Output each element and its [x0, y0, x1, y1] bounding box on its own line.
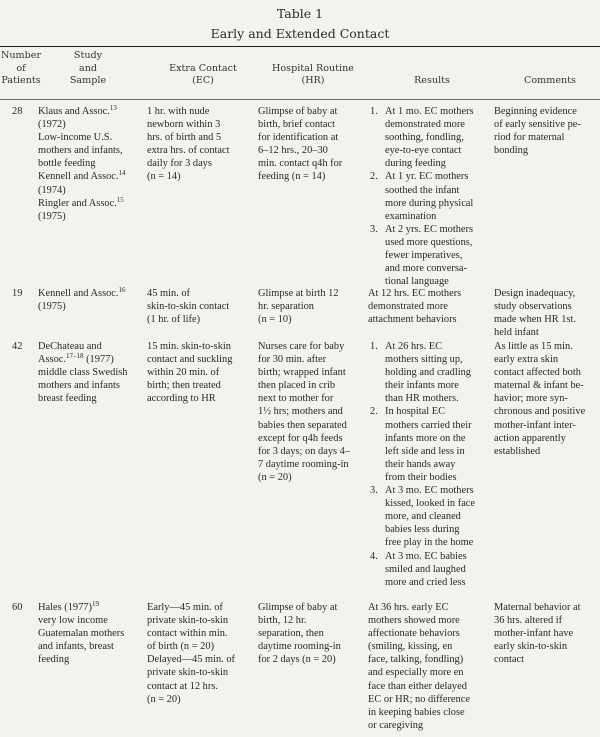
- header-results: [392, 75, 472, 88]
- patient-count-value: 60: [12, 602, 23, 613]
- comment-line: riod for maternal: [494, 132, 565, 144]
- hospital-routine: [258, 601, 368, 666]
- study-sample: [38, 340, 148, 405]
- study-line: [38, 210, 148, 223]
- comment-line: contact: [494, 654, 524, 666]
- extra-contact: [147, 340, 255, 405]
- hr-line: birth; wrapped infant: [258, 367, 346, 379]
- result-line: At 1 mo. EC mothers: [385, 106, 474, 117]
- hr-line: for 3 days; on days 4–: [258, 445, 351, 457]
- result-line: and especially more en: [368, 667, 464, 679]
- ec-line: hrs. of birth and 5: [147, 132, 222, 144]
- patient-count: [12, 340, 38, 353]
- hr-line: (n = 10): [258, 314, 292, 326]
- ec-line: 15 min. skin-to-skin: [147, 341, 231, 352]
- study-text: Ringler and Assoc.: [38, 197, 117, 209]
- study-text: (1974): [38, 184, 66, 196]
- patient-count: [12, 601, 38, 614]
- results: [368, 601, 494, 732]
- hospital-routine: [258, 287, 368, 326]
- comment-line: chronous and positive: [494, 406, 586, 418]
- result-item: [368, 601, 494, 732]
- result-item: [370, 170, 496, 222]
- header-line: Number: [0, 50, 42, 61]
- ec-line: private skin-to-skin: [147, 667, 229, 679]
- result-number: 2.: [370, 406, 378, 418]
- comment-line: made when HR 1st.: [494, 314, 576, 326]
- study-line: [38, 287, 148, 300]
- ec-line: of birth (n = 20): [147, 641, 215, 653]
- result-number: 3.: [370, 485, 378, 497]
- study-text: Klaus and Assoc.: [38, 106, 110, 117]
- result-line: more, and cleaned: [385, 511, 461, 523]
- study-text: feeding: [38, 654, 70, 666]
- result-line: mothers sitting up,: [385, 354, 463, 366]
- result-line: more and cried less: [385, 576, 466, 588]
- result-line: At 36 hrs. early EC: [368, 602, 449, 613]
- ec-line: (n = 14): [147, 171, 181, 183]
- study-text: and infants, breast: [38, 641, 114, 653]
- ec-line: contact and suckling: [147, 354, 233, 366]
- extra-contact: [147, 601, 255, 706]
- result-item: [370, 405, 496, 484]
- comment-line: held infant: [494, 327, 539, 339]
- study-line: [38, 157, 148, 170]
- comment-line: bonding: [494, 145, 529, 157]
- ec-line: 45 min. of: [147, 288, 191, 299]
- citation-superscript: 19: [91, 600, 99, 608]
- hr-line: next to mother for: [258, 393, 334, 405]
- study-sample: [38, 601, 148, 666]
- study-year: (1977): [83, 354, 114, 366]
- header-study: [58, 50, 118, 88]
- comments: [494, 287, 600, 339]
- study-line: [38, 627, 148, 640]
- header-line: Hospital Routine: [272, 62, 354, 74]
- patient-count-value: 42: [12, 341, 23, 352]
- header-line: of: [16, 62, 26, 74]
- study-line: [38, 300, 148, 313]
- comment-line: study observations: [494, 301, 572, 313]
- result-line: more during physical: [385, 197, 474, 209]
- result-item: [370, 223, 496, 288]
- result-number: 1.: [370, 341, 378, 352]
- study-line: [38, 366, 148, 379]
- header-line: Comments: [524, 75, 576, 86]
- study-line: [38, 131, 148, 144]
- result-line: free play in the home: [385, 537, 474, 549]
- comment-line: early extra skin: [494, 354, 559, 366]
- hr-line: for 30 min. after: [258, 354, 327, 366]
- comment-line: Maternal behavior at: [494, 602, 581, 613]
- comment-line: of early sensitive pe-: [494, 119, 581, 131]
- comments: [494, 105, 600, 157]
- result-line: smiled and laughed: [385, 563, 466, 575]
- result-line: demonstrated more: [368, 301, 448, 313]
- comment-line: Beginning evidence: [494, 106, 577, 117]
- ec-line: newborn within 3: [147, 119, 221, 131]
- study-line: [38, 197, 148, 210]
- header-line: Study: [73, 50, 103, 61]
- study-text: (1975): [38, 301, 66, 313]
- result-line: fewer imperatives,: [385, 250, 463, 262]
- result-line: left side and less in: [385, 445, 465, 457]
- comment-line: mother-infant inter-: [494, 419, 576, 431]
- results: [370, 340, 496, 589]
- result-line: face than either delayed: [368, 680, 467, 692]
- study-text: Guatemalan mothers: [38, 628, 125, 640]
- comments: [494, 601, 600, 666]
- header-rule: [0, 99, 600, 100]
- study-line: [38, 144, 148, 157]
- citation-superscript: 17–18: [66, 352, 84, 361]
- study-text: mothers and infants: [38, 380, 120, 392]
- result-line: attachment behaviors: [368, 314, 457, 326]
- hospital-routine: [258, 105, 368, 184]
- study-text: Assoc.: [38, 354, 66, 366]
- study-line: [38, 170, 148, 183]
- result-line: (smiling, kissing, en: [368, 641, 453, 653]
- result-line: holding and cradling: [385, 367, 471, 379]
- result-line: than HR mothers.: [385, 393, 459, 405]
- study-text: very low income: [38, 615, 108, 627]
- hr-line: min. contact q4h for: [258, 158, 343, 170]
- study-line: [38, 601, 148, 614]
- citation-superscript: 15: [116, 195, 124, 204]
- ec-line: 1 hr. with nude: [147, 106, 210, 117]
- study-line: [38, 614, 148, 627]
- result-line: and more conversa-: [385, 263, 467, 275]
- study-text: (1972): [38, 119, 66, 131]
- comment-line: established: [494, 445, 541, 457]
- result-line: soothing, fondling,: [385, 132, 464, 144]
- ec-line: (1 hr. of life): [147, 314, 201, 326]
- header-line: and: [78, 62, 98, 74]
- study-line: [38, 640, 148, 653]
- title-block: [0, 0, 600, 43]
- citation-superscript: 14: [118, 169, 126, 178]
- study-text: Hales (1977): [38, 602, 92, 613]
- result-item: [370, 550, 496, 589]
- patient-count-value: 19: [12, 288, 23, 299]
- citation-superscript: 16: [118, 286, 126, 294]
- result-number: 3.: [370, 223, 378, 235]
- result-number: 1.: [370, 106, 378, 117]
- study-sample: [38, 105, 148, 223]
- hr-line: for identification at: [258, 132, 339, 144]
- study-line: [38, 118, 148, 131]
- study-text: Low-income U.S.: [38, 132, 113, 144]
- comment-line: As little as 15 min.: [494, 341, 573, 352]
- study-text: mothers and infants,: [38, 145, 123, 157]
- patient-count-value: 28: [12, 106, 23, 117]
- hr-line: birth, brief contact: [258, 119, 336, 131]
- ec-line: daily for 3 days: [147, 158, 212, 170]
- table-subtitle: Early and Extended Contact: [210, 26, 390, 41]
- result-line: At 2 yrs. EC mothers: [385, 223, 474, 235]
- result-item: [370, 340, 496, 405]
- extra-contact: [147, 105, 255, 184]
- hr-line: birth, 12 hr.: [258, 615, 307, 627]
- result-line: affectionate behaviors: [368, 628, 460, 640]
- study-line: [38, 105, 148, 118]
- result-line: In hospital EC: [385, 406, 446, 418]
- hr-line: 1½ hrs; mothers and: [258, 406, 343, 418]
- ec-line: Delayed—45 min. of: [147, 654, 236, 666]
- result-line: from their bodies: [385, 471, 457, 483]
- ec-line: according to HR: [147, 393, 216, 405]
- ec-line: birth; then treated: [147, 380, 221, 392]
- result-line: kissed, looked in face: [385, 498, 476, 510]
- result-line: mothers showed more: [368, 615, 460, 627]
- result-line: mothers carried their: [385, 419, 472, 431]
- result-number: 2.: [370, 171, 378, 183]
- result-item: [370, 105, 496, 170]
- study-line: [38, 392, 148, 405]
- comment-line: maternal & infant be-: [494, 380, 584, 392]
- result-line: during feeding: [385, 158, 446, 170]
- comment-line: 36 hrs. altered if: [494, 615, 563, 627]
- hr-line: then placed in crib: [258, 380, 336, 392]
- study-sample: [38, 287, 148, 313]
- study-text: DeChateau and: [38, 341, 102, 352]
- result-line: face, talking, fondling): [368, 654, 464, 666]
- study-line: [38, 353, 148, 366]
- result-item: [370, 484, 496, 549]
- study-text: bottle feeding: [38, 158, 96, 170]
- comment-line: early skin-to-skin: [494, 641, 568, 653]
- result-line: babies less during: [385, 524, 460, 536]
- study-line: [38, 184, 148, 197]
- ec-line: (n = 20): [147, 693, 181, 705]
- header-number: [0, 50, 42, 88]
- study-text: (1975): [38, 210, 66, 222]
- header-line: Patients: [1, 75, 41, 86]
- study-text: middle class Swedish: [38, 367, 128, 379]
- hr-line: separation, then: [258, 628, 324, 640]
- study-line: [38, 379, 148, 392]
- hr-line: hr. separation: [258, 301, 314, 313]
- hr-line: except for q4h feeds: [258, 432, 343, 444]
- hr-line: (n = 20): [258, 471, 292, 483]
- ec-line: contact at 12 hrs.: [147, 680, 218, 692]
- result-line: At 3 mo. EC mothers: [385, 485, 474, 497]
- result-line: their hands away: [385, 458, 456, 470]
- ec-line: contact within min.: [147, 628, 228, 640]
- result-line: infants more on the: [385, 432, 466, 444]
- result-line: eye-to-eye contact: [385, 145, 462, 157]
- study-line: [38, 340, 148, 353]
- hr-line: feeding (n = 14): [258, 171, 326, 183]
- result-line: At 3 mo. EC babies: [385, 550, 467, 562]
- hr-line: babies then separated: [258, 419, 347, 431]
- hr-line: Glimpse of baby at: [258, 106, 338, 117]
- header-line: Extra Contact: [169, 62, 237, 74]
- result-line: or caregiving: [368, 719, 424, 731]
- patient-count: [12, 105, 38, 118]
- hr-line: 6–12 hrs., 20–30: [258, 145, 328, 157]
- hr-line: Glimpse at birth 12: [258, 288, 339, 299]
- study-text: Kennell and Assoc.: [38, 288, 119, 299]
- study-text: Kennell and Assoc.: [38, 171, 119, 183]
- header-line: (HR): [301, 75, 325, 86]
- top-rule: [0, 46, 600, 47]
- result-line: in keeping babies close: [368, 706, 465, 718]
- header-hr: [258, 63, 368, 88]
- comment-line: mother-infant have: [494, 628, 574, 640]
- comment-line: Design inadequacy,: [494, 288, 576, 299]
- ec-line: skin-to-skin contact: [147, 301, 230, 313]
- citation-superscript: 13: [109, 104, 117, 112]
- patient-count: [12, 287, 38, 300]
- extra-contact: [147, 287, 255, 326]
- comment-line: action apparently: [494, 432, 566, 444]
- result-number: 4.: [370, 550, 378, 562]
- header-line: Results: [414, 75, 450, 86]
- header-ec: [148, 63, 258, 88]
- header-comments: [500, 75, 600, 88]
- result-line: At 26 hrs. EC: [385, 341, 443, 352]
- comment-line: havior; more syn-: [494, 393, 568, 405]
- ec-line: Early—45 min. of: [147, 602, 223, 613]
- table-title: Table 1: [276, 6, 324, 21]
- result-line: used more questions,: [385, 236, 473, 248]
- result-line: EC or HR; no difference: [368, 693, 470, 705]
- hospital-routine: [258, 340, 368, 484]
- comments: [494, 340, 600, 458]
- comment-line: contact affected both: [494, 367, 581, 379]
- result-line: soothed the infant: [385, 184, 460, 196]
- ec-line: within 20 min. of: [147, 367, 220, 379]
- result-line: At 1 yr. EC mothers: [385, 171, 469, 183]
- study-line: [38, 653, 148, 666]
- results: [370, 105, 496, 288]
- hr-line: Glimpse of baby at: [258, 602, 338, 613]
- result-line: examination: [385, 210, 437, 222]
- hr-line: daytime rooming-in: [258, 641, 341, 653]
- result-line: demonstrated more: [385, 119, 465, 131]
- ec-line: private skin-to-skin: [147, 615, 229, 627]
- header-line: (EC): [192, 75, 214, 86]
- table-header: [0, 50, 600, 98]
- result-line: tional language: [385, 276, 449, 288]
- hr-line: 7 daytime rooming-in: [258, 458, 349, 470]
- ec-line: extra hrs. of contact: [147, 145, 230, 157]
- hr-line: for 2 days (n = 20): [258, 654, 336, 666]
- result-item: [368, 287, 494, 326]
- study-text: breast feeding: [38, 393, 97, 405]
- header-line: Sample: [69, 75, 107, 86]
- results: [368, 287, 494, 326]
- hr-line: Nurses care for baby: [258, 341, 345, 352]
- result-line: their infants more: [385, 380, 459, 392]
- result-line: At 12 hrs. EC mothers: [368, 288, 462, 299]
